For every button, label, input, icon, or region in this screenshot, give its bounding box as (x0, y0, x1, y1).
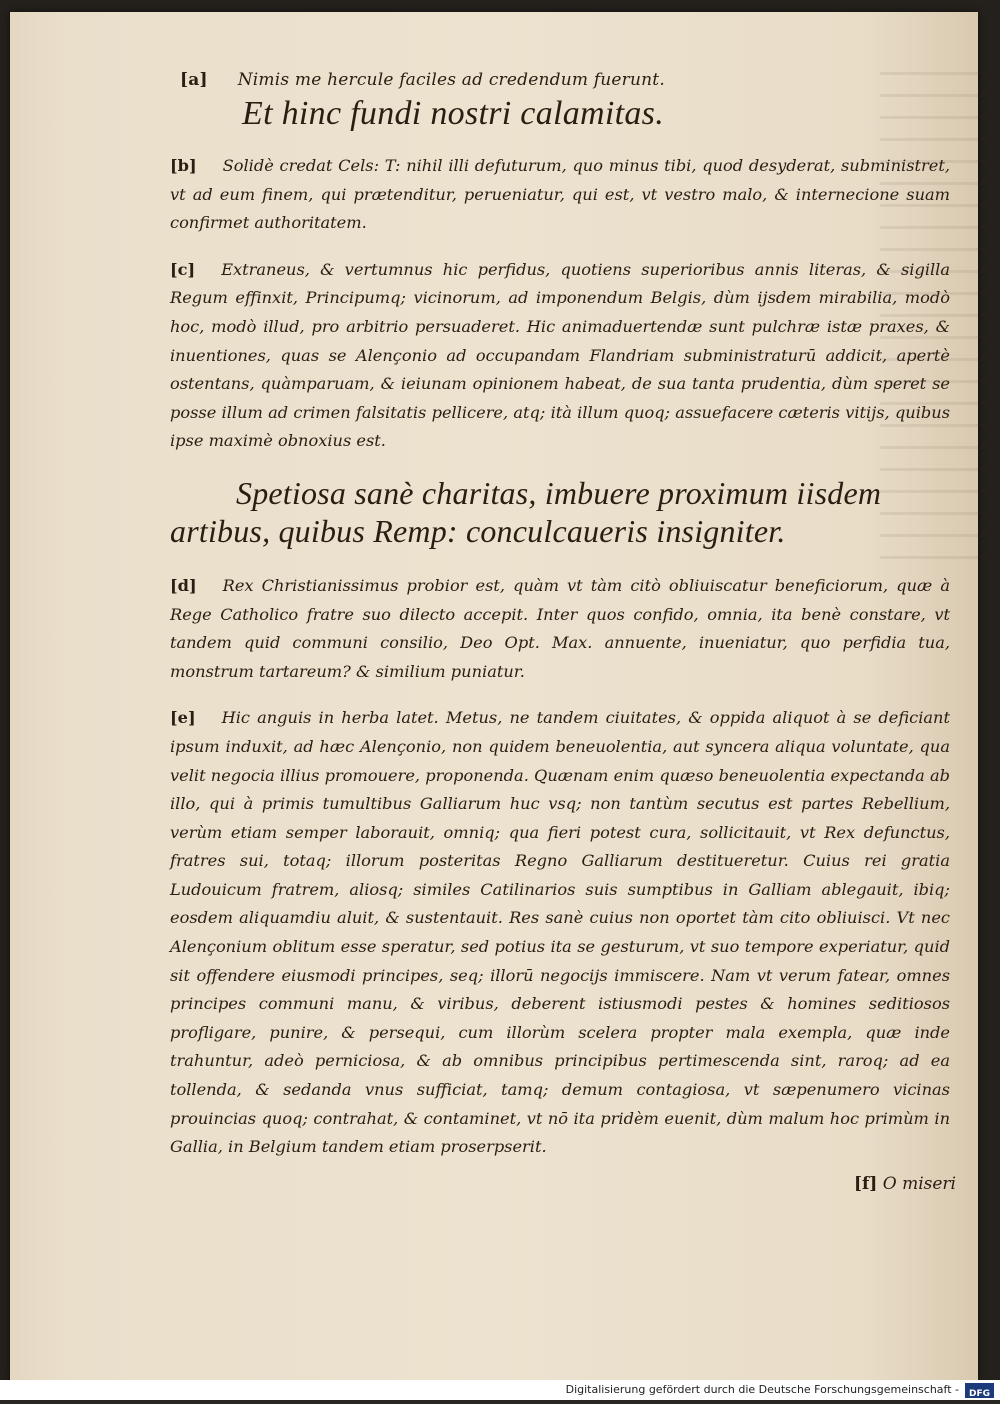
note-marker: [d] (170, 576, 197, 595)
note-b (170, 152, 950, 238)
note-d (170, 572, 950, 686)
note-marker: [a] (180, 70, 208, 90)
note-e (170, 704, 950, 1162)
note-marker: [b] (170, 156, 197, 175)
footer-bar (0, 1380, 1000, 1400)
heading-1: Et hinc fundi nostri calamitas. (242, 94, 950, 134)
note-text: Solidè credat Cels: T: nihil illi defuturum, quo minus tibi, quod desyderat, subministret, vt ad eum finem, qui prætenditur, perueniatur, qui est, vt vestro malo, & internecione suam confirmet authoritatem. (170, 156, 950, 232)
page-text (170, 66, 950, 1194)
note-text: Extraneus, & vertumnus hic perfidus, quotiens superioribus annis literas, & sigilla Regum effinxit, Principumq; vicinorum, ad imponendum Belgis, dùm ijsdem mirabilia, modò hoc, modò illud, pro arbitrio persuaderet. Hic animaduertendæ sunt pulchræ istæ praxes, & inuentiones, quas se Alençonio ad occupandam Flandriam subministraturū addicit, apertè ostentans, quàmparuam, & ieiunam opinionem habeat, de sua tanta prudentia, dùm speret se posse illum ad crimen falsitatis pellicere, atq; ità illum quoq; assuefacere cæteris vitijs, quibus ipse maximè obnoxius est. (170, 260, 950, 451)
note-c (170, 256, 950, 456)
note-text: Rex Christianissimus probior est, quàm vt tàm citò obliuiscatur beneficiorum, quæ à Rege Catholico fratre suo dilecto accepit. Inter quos confido, omnia, ita benè constare, vt tandem quid communi consilio, Deo Opt. Max. annuente, inueniatur, quo perfidia tua, monstrum tartareum? & similium puniatur. (170, 576, 950, 681)
note-marker: [e] (170, 708, 196, 727)
note-marker: [f] (854, 1174, 877, 1194)
dfg-logo: DFG (965, 1383, 994, 1398)
catchword (170, 1174, 956, 1194)
note-marker: [c] (170, 260, 195, 279)
intro-line (180, 66, 950, 94)
intro-text: Nimis me hercule faciles ad credendum fuerunt. (238, 70, 665, 90)
note-text: Hic anguis in herba latet. Metus, ne tandem ciuitates, & oppida aliquot à se deficiant ipsum induxit, ad hæc Alençonio, non quidem beneuolentia, aut syncera aliqua voluntate, qua velit negocia illius promouere, proponenda. Quænam enim quæso beneuolentia expectanda ab illo, qui à primis tumultibus Galliarum huc vsq; non tantùm secutus est partes Rebellium, verùm etiam semper laborauit, omniq; qua fieri potest cura, sollicitauit, vt Rex defunctus, fratres sui, totaq; illorum posteritas Regno Galliarum destitueretur. Cuius rei gratia Ludouicum fratrem, aliosq; similes Catilinarios suis sumptibus in Galliam ablegauit, ibiq; eosdem aliquamdiu aluit, & sustentauit. Res sanè cuius non oportet tàm cito obliuisci. Vt nec Alençonium oblitum esse speratur, sed potius ita se gesturum, vt suo tempore experiatur, quid sit offendere eiusmodi principes, seq; illorū negocijs immiscere. Nam vt verum fatear, omnes principes communi manu, & viribus, deberent istiusmodi pestes & homines seditiosos profligare, punire, & persequi, cum illorùm scelera propter mala exempla, quæ inde trahuntur, adeò perniciosa, & ab omnibus principibus pertimescenda sint, raroq; ad ea tollenda, & sedanda vnus sufficiat, tamq; demum contagiosa, vt sæpenumero vicinas prouincias quoq; contrahat, & contaminet, vt nō ita pridèm euenit, dùm malum hoc primùm in Gallia, in Belgium tandem etiam proserpserit. (170, 708, 950, 1156)
heading-2: Spetiosa sanè charitas, imbuere proximum iisdem artibus, quibus Remp: conculcaueris insigniter. (170, 474, 950, 550)
catchword-text: O miseri (883, 1174, 956, 1194)
footer-credit: Digitalisierung gefördert durch die Deutsche Forschungsgemeinschaft - (566, 1383, 959, 1396)
